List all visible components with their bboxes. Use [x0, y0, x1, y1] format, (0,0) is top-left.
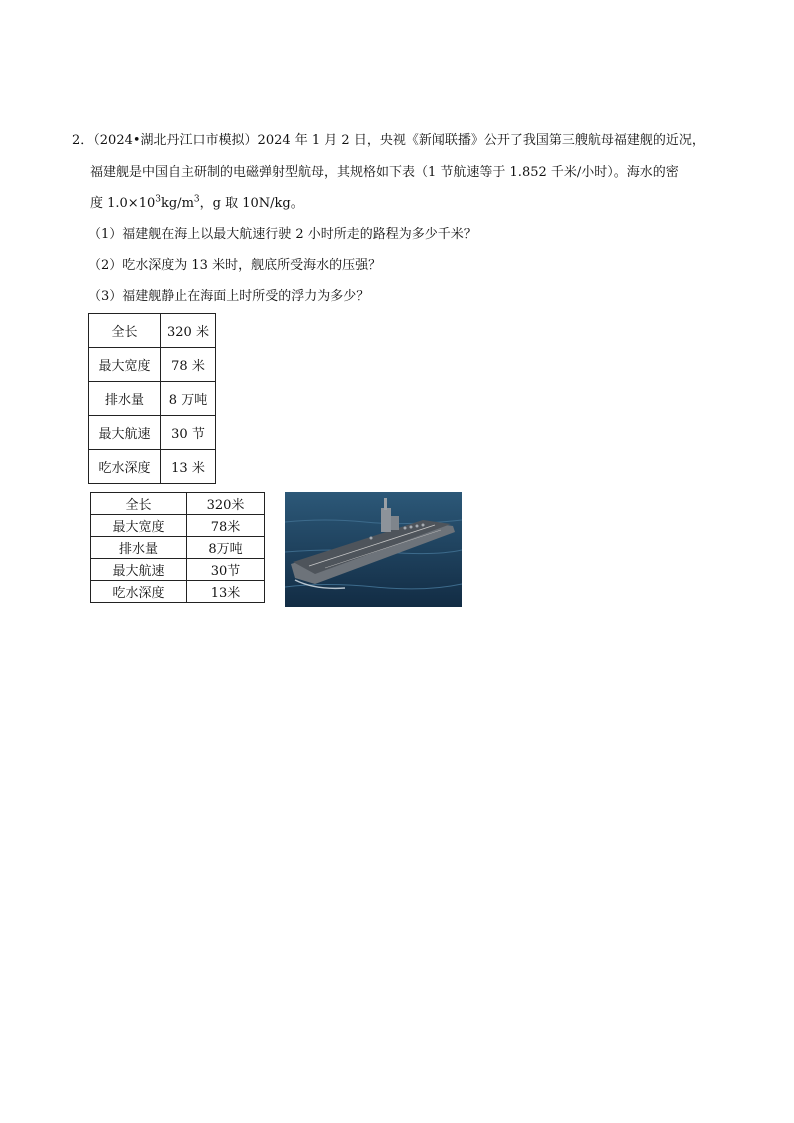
spec-table-2 — [90, 492, 265, 603]
density-text: 度 1.0×10 — [90, 196, 156, 211]
spec-value: 30节 — [187, 559, 265, 581]
spec-value: 320米 — [187, 493, 265, 515]
spec-key: 全长 — [89, 314, 161, 348]
table-row — [91, 559, 265, 581]
table-row — [91, 581, 265, 603]
problem-number: 2． — [72, 133, 94, 148]
table-row — [89, 450, 216, 484]
spec-value: 13 米 — [161, 450, 216, 484]
table-row — [89, 416, 216, 450]
spec-value: 30 节 — [161, 416, 216, 450]
unit-text: kg/m — [160, 196, 194, 211]
problem-intro: 2024 年 1 月 2 日，央视《新闻联播》公开了我国第三艘航母福建舰的近况， — [257, 133, 705, 148]
spec-key: 排水量 — [89, 382, 161, 416]
spec-value: 8 万吨 — [161, 382, 216, 416]
spec-key: 最大宽度 — [89, 348, 161, 382]
spec-value: 78 米 — [161, 348, 216, 382]
spec-value: 320 米 — [161, 314, 216, 348]
table-row — [89, 348, 216, 382]
spec-table-1 — [88, 313, 216, 484]
carrier-island — [391, 516, 399, 530]
question-1: （1）福建舰在海上以最大航速行驶 2 小时所走的路程为多少千米？ — [88, 227, 477, 242]
problem-source: （2024•湖北丹江口市模拟） — [93, 133, 258, 148]
gravity-text: ，g 取 10N/kg。 — [199, 196, 304, 211]
exponent: 3 — [155, 194, 161, 205]
spec-value: 13米 — [187, 581, 265, 603]
spec-key: 最大航速 — [89, 416, 161, 450]
spec-key: 最大宽度 — [91, 515, 187, 537]
spec-key: 排水量 — [91, 537, 187, 559]
problem-line-1 — [72, 133, 705, 149]
problem-line-3 — [90, 196, 304, 212]
table-row — [91, 515, 265, 537]
table-row — [91, 493, 265, 515]
question-3: （3）福建舰静止在海面上时所受的浮力为多少？ — [88, 289, 370, 304]
spec-key: 吃水深度 — [89, 450, 161, 484]
aircraft-carrier-photo — [285, 492, 462, 607]
table-row — [89, 314, 216, 348]
spec-value: 8万吨 — [187, 537, 265, 559]
table-row — [89, 382, 216, 416]
question-2: （2）吃水深度为 13 米时，舰底所受海水的压强？ — [88, 258, 382, 273]
carrier-mast — [384, 498, 387, 510]
spec-key: 全长 — [91, 493, 187, 515]
exponent: 3 — [193, 194, 200, 205]
spec-key: 吃水深度 — [91, 581, 187, 603]
table-row — [91, 537, 265, 559]
spec-key: 最大航速 — [91, 559, 187, 581]
carrier-island — [381, 508, 391, 532]
spec-value: 78米 — [187, 515, 265, 537]
problem-line-2: 福建舰是中国自主研制的电磁弹射型航母，其规格如下表（1 节航速等于 1.852 千米/小时）。海水的密 — [90, 165, 679, 180]
